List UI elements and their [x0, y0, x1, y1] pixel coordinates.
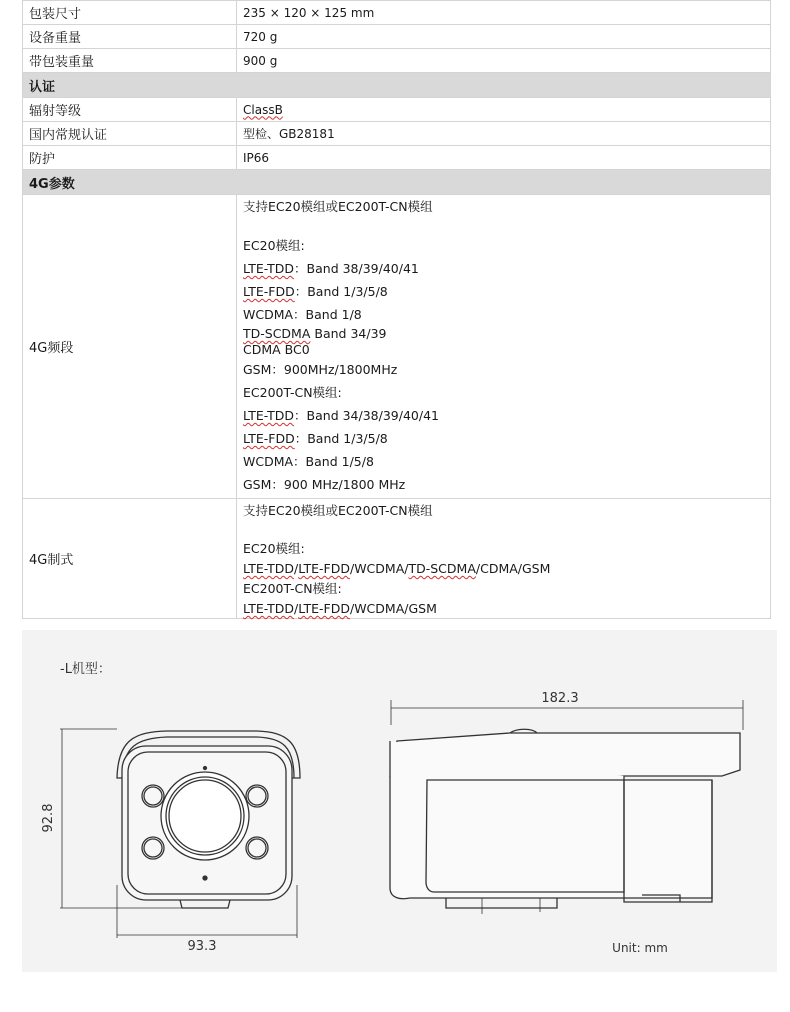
mode-token: LTE-FDD: [298, 601, 350, 616]
mode-ec200-title: EC200T-CN模组:: [243, 581, 342, 596]
band-ec20-gsm: GSM：900MHz/1800MHz: [243, 362, 398, 377]
section-header-certification: [23, 73, 771, 98]
dimension-drawing-panel: [22, 630, 777, 972]
band-ec200-fdd: [243, 427, 770, 450]
row-label: 防护: [23, 146, 237, 170]
row-label: 设备重量: [23, 25, 237, 49]
band-val: Band 34/39: [310, 326, 387, 341]
spec-table: [22, 0, 771, 619]
table-row: [23, 499, 771, 619]
band-ec20-title: EC20模组:: [243, 238, 305, 253]
band-val: ：Band 34/38/39/40/41: [294, 408, 439, 423]
model-label: -L机型：: [60, 662, 111, 677]
mode-sep: /WCDMA/: [349, 561, 409, 576]
row-value: 900 g: [237, 49, 771, 73]
table-row: [23, 98, 771, 122]
spacer: [243, 522, 770, 538]
band-val: ：Band 1/3/5/8: [294, 431, 388, 446]
band-key: LTE-FDD: [243, 431, 295, 446]
band-ec20-fdd: [243, 280, 770, 303]
mode-token: LTE-TDD: [243, 601, 295, 616]
mode-ec200-list: [243, 600, 770, 618]
row-label: 辐射等级: [23, 98, 237, 122]
table-row: [23, 195, 771, 499]
section-title: 认证: [23, 73, 771, 98]
row-label: 带包装重量: [23, 49, 237, 73]
band-ec20-cdma: CDMA BC0: [243, 342, 310, 357]
band-key: LTE-TDD: [243, 408, 295, 423]
mode-cell: [237, 499, 771, 619]
band-val: ：Band 38/39/40/41: [294, 261, 419, 276]
unit-label: Unit: mm: [612, 941, 668, 955]
band-intro: 支持EC20模组或EC200T-CN模组: [243, 199, 433, 214]
section-header-4g: [23, 170, 771, 195]
row-label: 4G频段: [23, 195, 237, 499]
dim-height: 92.8: [41, 803, 56, 833]
table-row: [23, 25, 771, 49]
table-row: [23, 1, 771, 25]
row-value: IP66: [237, 146, 771, 170]
dim-length: 182.3: [541, 691, 579, 706]
row-label: 国内常规认证: [23, 122, 237, 146]
band-ec200-title: EC200T-CN模组:: [243, 385, 342, 400]
band-ec200-tdd: [243, 404, 770, 427]
mode-token: TD-SCDMA: [408, 561, 476, 576]
band-key: LTE-FDD: [243, 284, 295, 299]
dimension-drawing: [22, 630, 777, 972]
mode-token: LTE-TDD: [243, 561, 295, 576]
section-title: 4G参数: [23, 170, 771, 195]
band-ec20-tdd: [243, 257, 770, 280]
mode-ec20-title: EC20模组:: [243, 541, 305, 556]
mode-sep: /: [294, 561, 299, 576]
table-row: [23, 146, 771, 170]
row-label: 包装尺寸: [23, 1, 237, 25]
band-cell: [237, 195, 771, 499]
band-ec20-tdscdma: [243, 326, 770, 342]
band-ec200-wcdma: WCDMA：Band 1/5/8: [243, 454, 374, 469]
dim-width: 93.3: [187, 939, 217, 954]
band-val: ：Band 1/3/5/8: [294, 284, 388, 299]
side-view-drawing: [390, 700, 743, 914]
spacer: [243, 218, 770, 234]
mode-intro: 支持EC20模组或EC200T-CN模组: [243, 503, 433, 518]
row-value: [237, 98, 771, 122]
mode-ec20-list: [243, 560, 770, 578]
band-key: TD-SCDMA: [243, 326, 311, 341]
row-label: 4G制式: [23, 499, 237, 619]
row-value: 235 × 120 × 125 mm: [237, 1, 771, 25]
band-key: LTE-TDD: [243, 261, 295, 276]
mode-sep: /CDMA/GSM: [475, 561, 551, 576]
row-value: 720 g: [237, 25, 771, 49]
band-ec20-wcdma: WCDMA：Band 1/8: [243, 307, 362, 322]
table-row: [23, 49, 771, 73]
mode-sep: /WCDMA/GSM: [349, 601, 437, 616]
band-ec200-gsm: GSM：900 MHz/1800 MHz: [243, 477, 406, 492]
radiation-value: ClassB: [243, 102, 283, 117]
row-value: 型检、GB28181: [237, 122, 771, 146]
table-row: [23, 122, 771, 146]
front-view-drawing: [60, 729, 300, 938]
mode-token: LTE-FDD: [298, 561, 350, 576]
mode-sep: /: [294, 601, 299, 616]
